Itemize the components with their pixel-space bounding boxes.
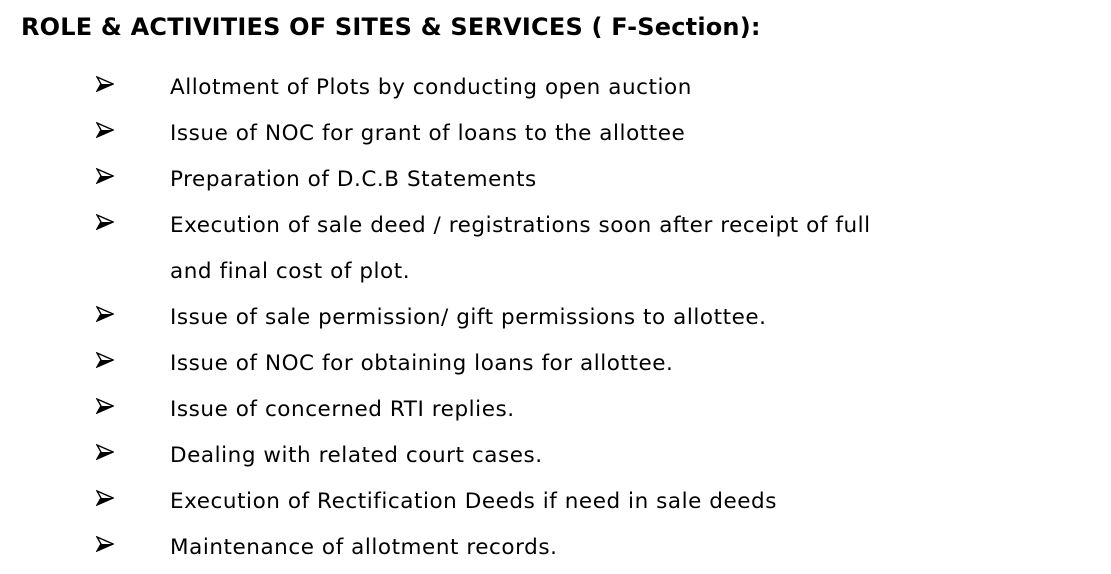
list-item-text: Issue of sale permission/ gift permissions to allottee. xyxy=(170,305,767,330)
list-item xyxy=(0,158,1111,204)
arrowhead-bullet-icon xyxy=(96,536,114,552)
list-item xyxy=(0,342,1111,388)
list-item xyxy=(0,480,1111,526)
activities-list xyxy=(0,66,1111,572)
arrowhead-bullet-icon xyxy=(96,122,114,138)
list-item xyxy=(0,112,1111,158)
section-heading: ROLE & ACTIVITIES OF SITES & SERVICES ( F-Section): xyxy=(21,13,761,41)
list-item-text: and final cost of plot. xyxy=(170,259,411,284)
list-item-text: Dealing with related court cases. xyxy=(170,443,543,468)
list-item-text: Execution of Rectification Deeds if need in sale deeds xyxy=(170,489,778,514)
arrowhead-bullet-icon xyxy=(96,398,114,414)
list-item xyxy=(0,526,1111,572)
list-item-text: Preparation of D.C.B Statements xyxy=(170,167,537,192)
arrowhead-bullet-icon xyxy=(96,352,114,368)
list-item xyxy=(0,388,1111,434)
list-item-text: Issue of NOC for grant of loans to the allottee xyxy=(170,121,686,146)
list-item-text: Maintenance of allotment records. xyxy=(170,535,558,560)
list-item-text: Issue of concerned RTI replies. xyxy=(170,397,515,422)
list-item xyxy=(0,66,1111,112)
list-item-text: Execution of sale deed / registrations soon after receipt of full xyxy=(170,213,871,238)
arrowhead-bullet-icon xyxy=(96,490,114,506)
arrowhead-bullet-icon xyxy=(96,306,114,322)
list-item xyxy=(0,434,1111,480)
list-item-continuation xyxy=(0,250,1111,296)
list-item xyxy=(0,296,1111,342)
arrowhead-bullet-icon xyxy=(96,444,114,460)
arrowhead-bullet-icon xyxy=(96,168,114,184)
list-item xyxy=(0,204,1111,250)
arrowhead-bullet-icon xyxy=(96,76,114,92)
arrowhead-bullet-icon xyxy=(96,214,114,230)
list-item-text: Allotment of Plots by conducting open auction xyxy=(170,75,692,100)
list-item-text: Issue of NOC for obtaining loans for allottee. xyxy=(170,351,674,376)
